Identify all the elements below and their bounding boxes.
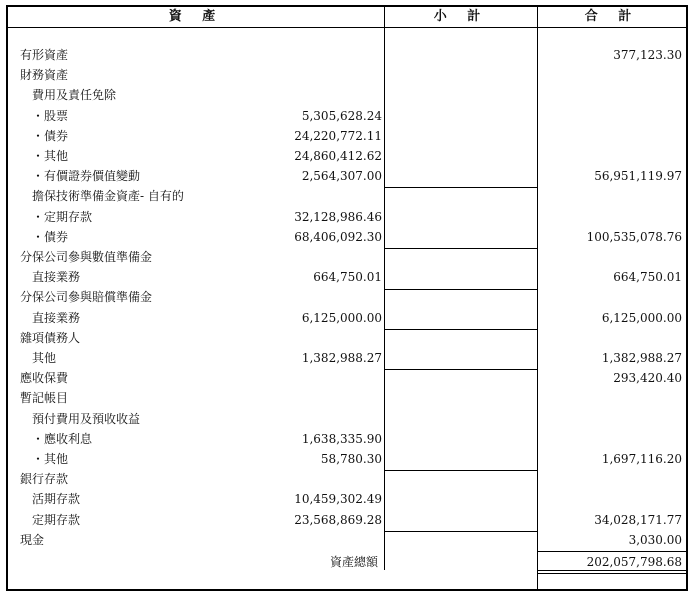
subtotal-rule (384, 289, 537, 290)
subtotal-rule (384, 369, 537, 370)
row-total: 664,750.01 (613, 270, 682, 285)
row-subtotal: 24,220,772.11 (294, 128, 382, 143)
row-subtotal: 58,780.30 (320, 452, 382, 466)
table-row (8, 388, 686, 408)
table-row (8, 409, 686, 429)
table-row (8, 166, 686, 186)
row-total: 100,535,078.76 (586, 229, 682, 244)
row-subtotal: 10,459,302.49 (294, 492, 382, 507)
table-row (8, 530, 686, 550)
table-row (8, 348, 686, 368)
table-row (8, 227, 686, 247)
subtotal-rule (384, 329, 537, 330)
table-row (8, 267, 686, 287)
header-total: 合 計 (584, 9, 640, 24)
row-label: 現金 (20, 532, 45, 547)
row-subtotal: 2,564,307.00 (301, 169, 382, 184)
row-subtotal: 68,406,092.30 (294, 229, 382, 244)
table-row (8, 65, 686, 85)
balance-sheet-assets-table (6, 5, 688, 591)
row-subtotal: 32,128,986.46 (294, 209, 382, 224)
table-row (8, 126, 686, 146)
row-label: 費用及責任免除 (32, 88, 117, 103)
table-row (8, 207, 686, 227)
subtotal-rule (384, 248, 537, 249)
row-label: ・債券 (32, 229, 69, 244)
table-row (8, 328, 686, 348)
row-label: 擔保技術準備金資產- 自有的 (32, 189, 184, 204)
table-row (8, 146, 686, 166)
table-header (8, 7, 686, 28)
row-label: ・其他 (32, 149, 69, 163)
row-subtotal: 1,382,988.27 (301, 351, 382, 365)
row-total: 1,697,116.20 (601, 452, 682, 466)
row-label: ・有價證券價值變動 (32, 169, 141, 184)
table-row (8, 368, 686, 388)
row-label: 財務資產 (20, 68, 69, 83)
row-total: 293,420.40 (613, 371, 682, 386)
table-row (8, 429, 686, 449)
table-row (8, 449, 686, 469)
table-row (8, 469, 686, 489)
row-subtotal: 5,305,628.24 (301, 108, 382, 123)
row-label: ・債券 (32, 128, 69, 143)
row-label: ・股票 (32, 108, 69, 123)
table-row (8, 45, 686, 65)
row-label: 活期存款 (32, 492, 81, 507)
row-label: 暫記帳目 (20, 391, 69, 406)
row-label: 分保公司參與數值準備金 (20, 250, 153, 264)
table-row (8, 308, 686, 328)
header-subtotal: 小 計 (433, 9, 489, 24)
row-total: 6,125,000.00 (601, 310, 682, 325)
row-label: 定期存款 (32, 512, 81, 527)
row-total: 1,382,988.27 (601, 351, 682, 365)
row-label: 銀行存款 (20, 472, 69, 487)
subtotal-rule (384, 470, 537, 471)
row-subtotal: 23,568,869.28 (294, 512, 382, 527)
grand-total-row (8, 552, 686, 572)
grand-total-label: 資產總額 (329, 555, 378, 569)
row-subtotal: 6,125,000.00 (301, 310, 382, 325)
row-label: 其他 (32, 351, 57, 365)
header-assets: 資 產 (168, 9, 224, 24)
row-label: 預付費用及預收收益 (32, 411, 141, 426)
row-label: 分保公司參與賠償準備金 (20, 290, 153, 305)
row-total: 56,951,119.97 (594, 169, 682, 184)
table-row (8, 287, 686, 307)
row-label: 應收保費 (20, 371, 69, 386)
row-label: 直接業務 (32, 270, 81, 285)
subtotal-rule (384, 531, 537, 532)
row-label: 有形資產 (20, 48, 69, 62)
row-subtotal: 664,750.01 (313, 270, 382, 285)
table-row (8, 510, 686, 530)
row-total: 377,123.30 (613, 48, 682, 62)
row-label: ・定期存款 (32, 209, 93, 224)
table-row (8, 247, 686, 267)
subtotal-rule (384, 187, 537, 188)
row-subtotal: 24,860,412.62 (294, 149, 382, 163)
row-label: ・其他 (32, 452, 69, 466)
row-subtotal: 1,638,335.90 (301, 431, 382, 446)
row-label: ・應收利息 (32, 431, 93, 446)
row-label: 雜項債務人 (20, 330, 81, 345)
grand-total-value: 202,057,798.68 (586, 555, 682, 569)
row-label: 直接業務 (32, 310, 81, 325)
table-row (8, 489, 686, 509)
row-total: 34,028,171.77 (594, 512, 682, 527)
table-row (8, 186, 686, 206)
row-total: 3,030.00 (628, 532, 682, 547)
table-row (8, 85, 686, 105)
table-row (8, 106, 686, 126)
